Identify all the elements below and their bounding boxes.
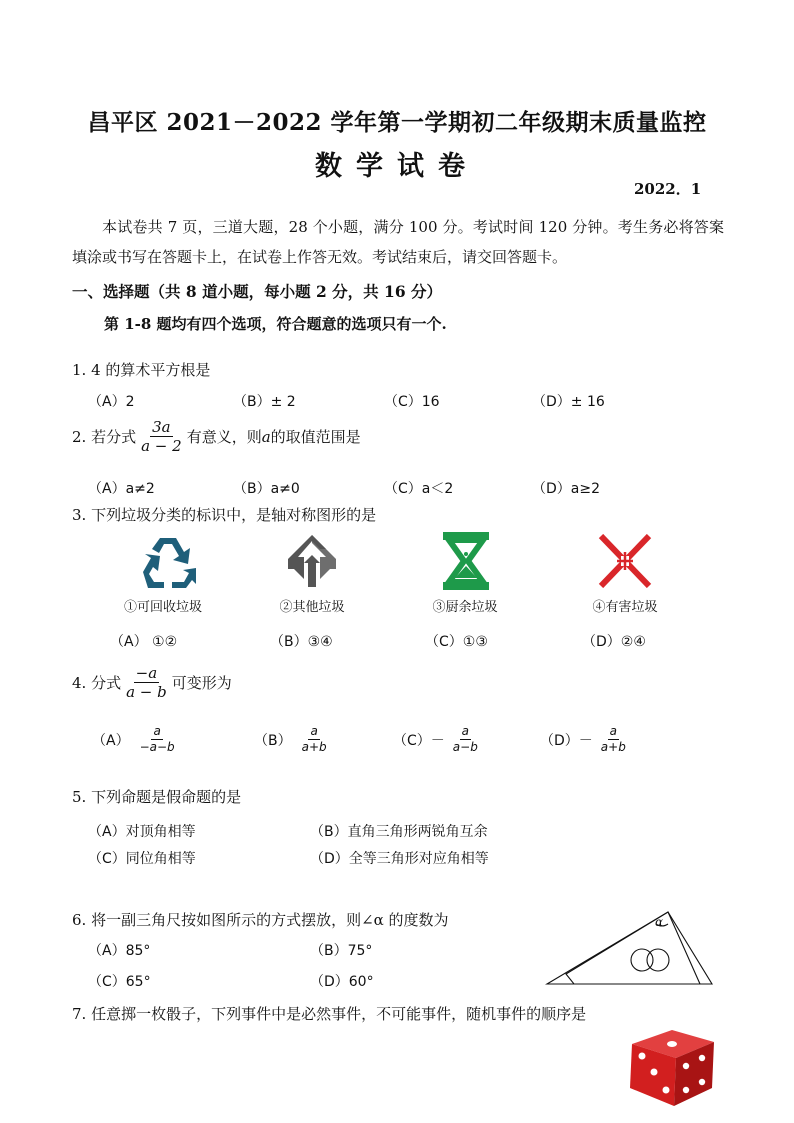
q4-option-c-fraction [451, 724, 480, 755]
q4-option-c [393, 724, 480, 755]
q1-stem: 1. 4 的算术平方根是 [72, 361, 211, 379]
q4-suffix: 可变形为 [171, 674, 232, 692]
q3-caption-2: ②其他垃圾 [279, 600, 345, 615]
set-squares-figure [544, 908, 716, 988]
q2-fraction-num: 3a [152, 418, 171, 436]
q2-option-d: （D）a≥2 [532, 481, 600, 497]
q5-option-c: （C）同位角相等 [88, 851, 196, 867]
q3-option-a: （A） ①② [110, 634, 178, 650]
q4-option-b [254, 724, 329, 755]
q2-prefix: 2. 若分式 [72, 428, 137, 446]
q2-fraction-den: a − 2 [141, 437, 182, 455]
q1-option-d: （D）± 16 [532, 394, 605, 410]
q5-option-b: （B）直角三角形两锐角互余 [310, 824, 488, 840]
q3-option-b: （B）③④ [270, 634, 333, 650]
q4-option-c-den: a−b [452, 740, 478, 754]
q4-option-b-fraction [300, 724, 329, 755]
q3-option-d: （D）②④ [582, 634, 646, 650]
q3-caption-4: ④有害垃圾 [592, 600, 658, 615]
exam-title: 昌平区 2021－2022 学年第一学期初二年级期末质量监控 [87, 109, 707, 136]
q6-option-c: （C）65° [88, 974, 151, 990]
q3-stem: 3. 下列垃圾分类的标识中，是轴对称图形的是 [72, 506, 377, 524]
angle-alpha-label: α [655, 915, 664, 929]
q4-option-d-label: （D）－ [540, 732, 593, 749]
q4-option-d [540, 724, 628, 755]
q2-option-c: （C）a＜2 [384, 481, 454, 497]
q6-stem: 6. 将一副三角尺按如图所示的方式摆放，则∠α 的度数为 [72, 911, 449, 929]
q4-fraction-den: a − b [126, 683, 167, 701]
q4-option-a-label: （A） [92, 732, 130, 749]
exam-date: 2022．1 [634, 180, 702, 198]
q4-option-a [92, 724, 177, 755]
q2-option-b: （B）a≠0 [233, 481, 300, 497]
q6-option-d: （D）60° [310, 974, 374, 990]
q3-caption-1: ①可回收垃圾 [123, 600, 202, 615]
q4-option-d-fraction [599, 724, 628, 755]
q4-option-b-label: （B） [254, 732, 292, 749]
exam-subtitle: 数学试卷 [315, 151, 479, 182]
q1-option-b: （B）± 2 [233, 394, 296, 410]
q4-option-d-num: a [609, 724, 617, 738]
q2-option-a: （A）a≠2 [88, 481, 155, 497]
recycle-icon [138, 534, 198, 588]
q3-caption-3: ③厨余垃圾 [432, 600, 498, 615]
q2-suffix2: 的取值范围是 [270, 428, 361, 446]
exam-instructions: 本试卷共 7 页，三道大题，28 个小题，满分 100 分。考试时间 120 分钟。考生务必将答案填涂或书写在答题卡上，在试卷上作答无效。考试结束后，请交回答题卡。 [72, 218, 724, 266]
q2-stem [72, 418, 361, 455]
q5-stem: 5. 下列命题是假命题的是 [72, 788, 242, 806]
q4-prefix: 4. 分式 [72, 674, 122, 692]
q2-suffix: 有意义，则 [186, 428, 262, 446]
q4-option-b-num: a [310, 724, 318, 738]
kitchen-waste-icon [441, 532, 491, 590]
q2-variable: a [261, 427, 271, 446]
q4-option-d-den: a+b [600, 740, 626, 754]
dice-image [624, 1024, 720, 1108]
other-waste-icon [284, 533, 340, 589]
q7-stem: 7. 任意掷一枚骰子，下列事件中是必然事件，不可能事件，随机事件的顺序是 [72, 1005, 587, 1023]
q1-option-c: （C）16 [384, 394, 440, 410]
q4-stem [72, 664, 232, 701]
q4-fraction [124, 664, 169, 701]
q3-option-c: （C）①③ [425, 634, 488, 650]
hazardous-waste-icon [597, 534, 653, 588]
q4-fraction-num: −a [135, 664, 158, 682]
q5-option-a: （A）对顶角相等 [88, 824, 196, 840]
q5-option-d: （D）全等三角形对应角相等 [310, 851, 489, 867]
q4-option-c-num: a [461, 724, 469, 738]
section-title: 一、选择题（共 8 道小题，每小题 2 分，共 16 分） [72, 282, 443, 301]
q1-option-a: （A）2 [88, 394, 135, 410]
section-note: 第 1-8 题均有四个选项，符合题意的选项只有一个. [104, 315, 447, 333]
q4-option-a-num: a [153, 724, 161, 738]
q6-option-a: （A）85° [88, 943, 151, 959]
q4-option-a-fraction [138, 724, 177, 755]
q4-option-c-label: （C）－ [393, 732, 445, 749]
q6-option-b: （B）75° [310, 943, 373, 959]
q4-option-a-den: −a−b [139, 740, 175, 754]
q4-option-b-den: a+b [301, 740, 327, 754]
q2-fraction [139, 418, 184, 455]
